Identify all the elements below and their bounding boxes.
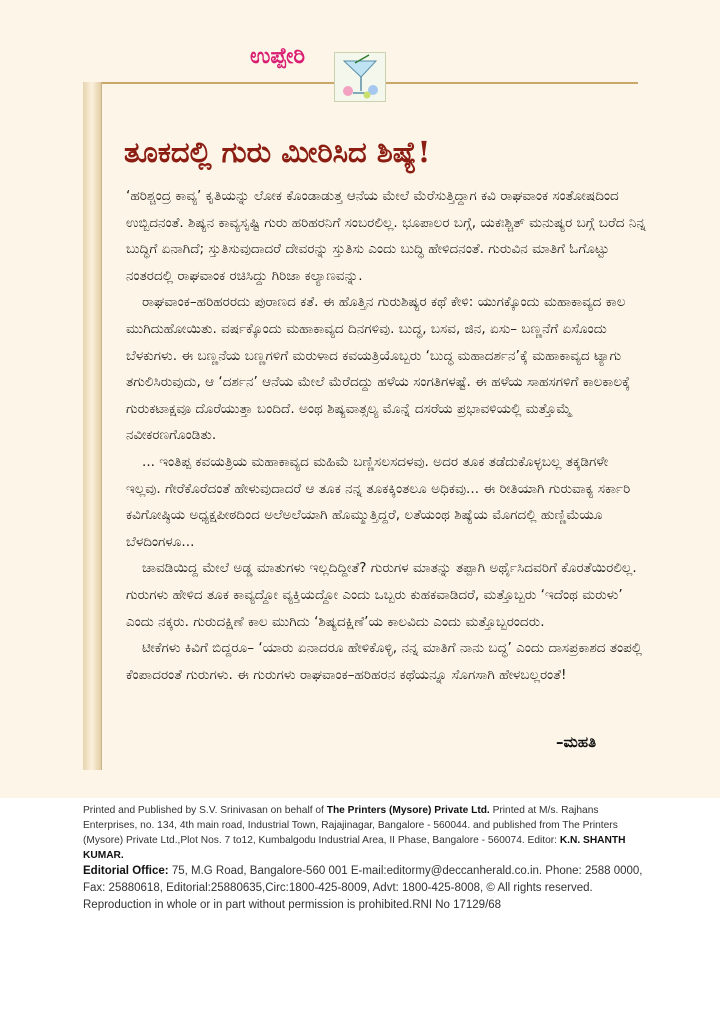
imprint-text xyxy=(83,803,643,863)
section-label: ಉಪ್ಪೇರಿ xyxy=(250,44,306,69)
imprint-address: Printed at M/s. Rajhans Enterprises, no. 134, 4th main road, Industrial Town, Rajajinagar, Bangalore - 560044. and published from The Printers (Mysore) Private Ltd.,Plot Nos. 7 to12, Kumbalgodu Industrial Area, II Phase, Bangalore - 560074. Editor: xyxy=(83,805,618,846)
editorial-office-text: 75, M.G Road, Bangalore-560 001 E-mail:editormy@deccanherald.co.in. Phone: 2588 0000, Fax: 25880618, Editorial:25880635,Circ:1800-425-8009, Advt: 1800-425-8008, © All rights reserved. Reproduction in whole or in part without permission is prohibited. xyxy=(83,865,643,911)
editorial-office-label: Editorial Office: xyxy=(83,865,169,877)
author-signature: –ಮಹತಿ xyxy=(556,733,597,751)
article-paragraph: ರಾಘವಾಂಕ–ಹರಿಹರರದು ಪುರಾಣದ ಕತೆ. ಈ ಹೊತ್ತಿನ ಗುರುಶಿಷ್ಯರ ಕಥೆ ಕೇಳಿ: ಯುಗಕ್ಕೊಂದು ಮಹಾಕಾವ್ಯದ ಕಾಲ ಮುಗಿದುಹೋಯಿತು. ವರ್ಷಕ್ಕೊಂದು ಮಹಾಕಾವ್ಯದ ದಿನಗಳಿವು. ಬುದ್ಧ, ಬಸವ, ಜಿನ, ಏಸು– ಬಣ್ಣನೆಗೆ ಏಸೊಂದು ಬೆಳಕುಗಳು. ಈ ಬಣ್ಣನೆಯ ಬಣ್ಣಗಳಿಗೆ ಮರುಳಾದ ಕವಯತ್ರಿಯೊಬ್ಬರು ‘ಬುದ್ಧ ಮಹಾದರ್ಶನ’ಕ್ಕೆ ಮಹಾಕಾವ್ಯದ ಟ್ಯಾಗು ತಗುಲಿಸಿರುವುದು, ಆ ‘ದರ್ಶನ’ ಆನೆಯ ಮೇಲೆ ಮೆರೆದದ್ದು ಹಳೆಯ ಸಂಗತಿಗಳಷ್ಟೆ. ಈ ಹಳೆಯ ಸಾಹಸಗಳಿಗೆ ಕಾಲಕಾಲಕ್ಕೆ ಗುರುಕಟಾಕ್ಷವೂ ದೊರೆಯುತ್ತಾ ಬಂದಿದೆ. ಅಂಥ ಶಿಷ್ಯವಾತ್ಸಲ್ಯ ಮೊನ್ನೆ ದಸರೆಯ ಪ್ರಭಾವಳಿಯಲ್ಲಿ ಮತ್ತೊಮ್ಮೆ ನವೀಕರಣಗೊಂಡಿತು. xyxy=(126,294,631,444)
side-bar-edge xyxy=(101,82,102,770)
article-title: ತೂಕದಲ್ಲಿ ಗುರು ಮೀರಿಸಿದ ಶಿಷ್ಯೆ! xyxy=(124,135,431,169)
editorial-office xyxy=(83,863,643,914)
imprint-company: The Printers (Mysore) Private Ltd. xyxy=(326,805,490,816)
imprint-editor: K.N. SHANTH KUMAR. xyxy=(83,835,626,861)
article-paragraph: ಟೀಕೆಗಳು ಕಿವಿಗೆ ಬಿದ್ದರೂ– ‘ಯಾರು ಏನಾದರೂ ಹೇಳಿಕೊಳ್ಳಿ, ನನ್ನ ಮಾತಿಗೆ ನಾನು ಬದ್ಧ’ ಎಂದು ದಾಸಪ್ರಕಾಶದ ತಂಪಲ್ಲಿ ಕೆಂಪಾದರಂತೆ ಗುರುಗಳು. ಈ ಗುರುಗಳು ರಾಘವಾಂಕ–ಹರಿಹರನ ಕಥೆಯನ್ನೂ ಸೊಗಸಾಗಿ ಹೇಳಬಲ್ಲರಂತೆ! xyxy=(126,640,643,683)
decorative-side-bar xyxy=(83,82,101,770)
article-paragraph: ... ಇಂತಿಪ್ಪ ಕವಯತ್ರಿಯ ಮಹಾಕಾವ್ಯದ ಮಹಿಮೆ ಬಣ್ಣಿಸಲಸದಳವು. ಅದರ ತೂಕ ತಡೆದುಕೊಳ್ಳಬಲ್ಲ ತಕ್ಕಡಿಗಳೇ ಇಲ್ಲವು. ಗೇರೆಕೊರೆದಂತೆ ಹೇಳುವುದಾದರೆ ಆ ತೂಕ ನನ್ನ ತೂಕಕ್ಕಿಂತಲೂ ಅಧಿಕವು... ಈ ರೀತಿಯಾಗಿ ಗುರುವಾಕ್ಯ ಸರ್ಕಾರಿ ಕವಿಗೋಷ್ಠಿಯ ಅಧ್ಯಕ್ಷಪೀಠದಿಂದ ಅಲೆಅಲೆಯಾಗಿ ಹೊಮ್ಮುತ್ತಿದ್ದರೆ, ಲತೆಯಂಥ ಶಿಷ್ಯೆಯ ಮೊಗದಲ್ಲಿ ಹುಣ್ಣಿಮೆಯೂ ಬೆಳದಿಂಗಳೂ... xyxy=(126,453,631,550)
article-body xyxy=(126,183,646,688)
cocktail-glass-icon xyxy=(334,52,386,102)
imprint-footer xyxy=(83,803,643,914)
imprint-publisher: Printed and Published by S.V. Srinivasan on behalf of xyxy=(83,805,327,816)
rni-number: RNI No 17129/68 xyxy=(412,899,502,911)
article-paragraph: ‘ಹರಿಶ್ಚಂದ್ರ ಕಾವ್ಯ’ ಕೃತಿಯನ್ನು ಲೋಕ ಕೊಂಡಾಡುತ್ತ ಆನೆಯ ಮೇಲೆ ಮೆರೆಸುತ್ತಿದ್ದಾಗ ಕವಿ ರಾಘವಾಂಕ ಸಂತೋಷದಿಂದ ಉಬ್ಬಿದನಂತೆ. ಶಿಷ್ಯನ ಕಾವ್ಯಸೃಷ್ಟಿ ಗುರು ಹರಿಹರನಿಗೆ ಸಂಬರಲಿಲ್ಲ. ಭೂಪಾಲರ ಬಗ್ಗೆ, ಯಕಃಶ್ಚಿತ್ ಮನುಷ್ಯರ ಬಗ್ಗೆ ಬರೆದ ನಿನ್ನ ಬುದ್ಧಿಗೆ ಏನಾಗಿದೆ; ಸ್ತುತಿಸುವುದಾದರೆ ದೇವರನ್ನು ಸ್ತುತಿಸು ಎಂದು ಬುದ್ಧಿ ಹೇಳಿದನಂತೆ. ಗುರುವಿನ ಮಾತಿಗೆ ಓಗೊಟ್ಟು ನಂತರದಲ್ಲಿ ರಾಘವಾಂಕ ರಚಿಸಿದ್ದು ಗಿರಿಜಾ ಕಲ್ಯಾಣವನ್ನು. xyxy=(126,188,646,284)
article-paragraph: ಚಾವಡಿಯಿದ್ದ ಮೇಲೆ ಅಡ್ಡ ಮಾತುಗಳು ಇಲ್ಲದಿದ್ದೀತೆ? ಗುರುಗಳ ಮಾತನ್ನು ತಪ್ಪಾಗಿ ಅರ್ಥೈಸಿದವರಿಗೆ ಕೊರತೆಯಿರಲಿಲ್ಲ. ಗುರುಗಳು ಹೇಳಿದ ತೂಕ ಕಾವ್ಯದ್ದೋ ವ್ಯಕ್ತಿಯದ್ದೋ ಎಂದು ಒಬ್ಬರು ಕುಹಕವಾಡಿದರೆ, ಮತ್ತೊಬ್ಬರು ‘ಇದೆಂಥ ಮರುಳು’ ಎಂದು ನಕ್ಕರು. ಗುರುದಕ್ಷಿಣೆ ಕಾಲ ಮುಗಿದು ‘ಶಿಷ್ಯದಕ್ಷಿಣೆ’ಯ ಕಾಲವಿದು ಎಂದು ಮತ್ತೊಬ್ಬರಂದರು. xyxy=(126,560,637,630)
